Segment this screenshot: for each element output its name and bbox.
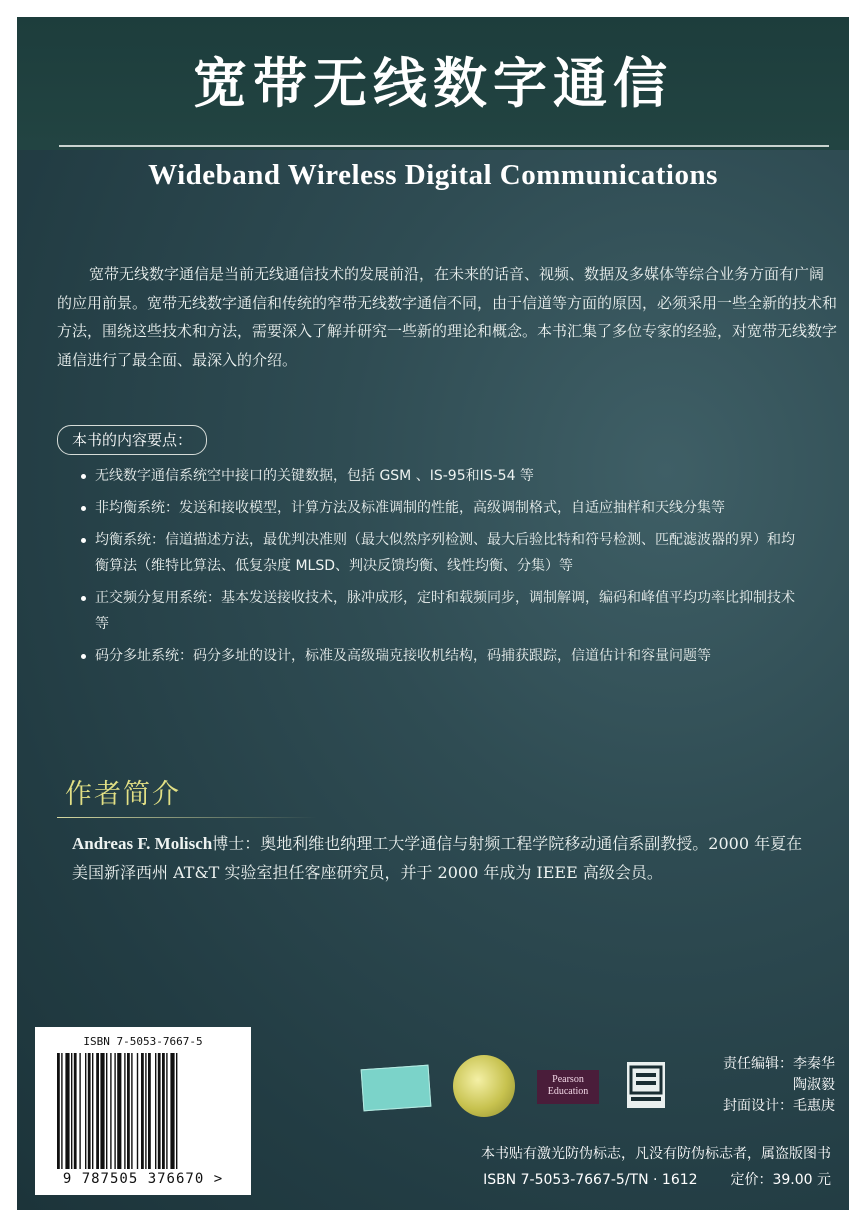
barcode-bar	[79, 1053, 80, 1169]
barcode-bar	[57, 1053, 60, 1169]
barcode-bar	[162, 1053, 165, 1169]
key-point-item: 码分多址系统：码分多址的设计，标准及高级瑞克接收机结构，码捕获跟踪，信道估计和容量问题等	[95, 643, 795, 669]
title-divider	[59, 145, 829, 147]
isbn-digits: 9 787505 376670 >	[62, 1171, 224, 1187]
publisher-sticker-icon	[361, 1065, 432, 1112]
author-heading: 作者简介	[65, 779, 181, 810]
barcode-bar	[71, 1053, 72, 1169]
barcode-bar	[88, 1053, 91, 1169]
publisher-emblem-icon	[627, 1062, 665, 1108]
barcode-bar	[65, 1053, 69, 1169]
barcode-bar	[148, 1053, 151, 1169]
barcode-bar	[110, 1053, 111, 1169]
author-name: Andreas F. Molisch	[72, 834, 213, 853]
barcode-bar	[124, 1053, 125, 1169]
barcode-bar	[176, 1053, 177, 1169]
author-bio	[72, 829, 807, 887]
cover-designer-line: 封面设计：毛惠庚	[723, 1098, 835, 1114]
chinese-title: 宽带无线数字通信	[193, 51, 673, 115]
barcode-bar	[92, 1053, 93, 1169]
barcode-bar	[155, 1053, 156, 1169]
editor-line: 责任编辑：李秦华	[723, 1056, 835, 1072]
key-point-item: 均衡系统：信道描述方法，最优判决准则（最大似然序列检测、最大后验比特和符号检测、匹配滤波器的界）和均衡算法（维特比算法、低复杂度 MLSD、判决反馈均衡、线性均衡、分集）等	[95, 527, 795, 579]
author-bio-text: 博士：奥地利维也纳理工大学通信与射频工程学院移动通信系副教授。2000 年夏在美国新泽西州 AT&T 实验室担任客座研究员，并于 2000 年成为 IEEE 高级会员。	[72, 834, 803, 882]
barcode-bar	[106, 1053, 107, 1169]
barcode-bar	[158, 1053, 161, 1169]
english-title: Wideband Wireless Digital Communications	[148, 159, 718, 191]
back-cover	[17, 17, 849, 1210]
pearson-logo: Pearson Education	[537, 1070, 599, 1104]
barcode-bar	[100, 1053, 104, 1169]
barcode-bar	[170, 1053, 174, 1169]
credits	[677, 1054, 835, 1117]
key-points-label: 本书的内容要点：	[57, 425, 207, 455]
barcode-bar	[85, 1053, 86, 1169]
author-divider	[57, 817, 317, 818]
barcode-bar	[141, 1053, 144, 1169]
isbn-full: ISBN 7-5053-7667-5/TN · 1612	[483, 1172, 698, 1188]
intro-paragraph: 宽带无线数字通信是当前无线通信技术的发展前沿，在未来的话音、视频、数据及多媒体等综合业务方面有广阔的应用前景。宽带无线数字通信和传统的窄带无线数字通信不同，由于信道等方面的原因，必须采用一些全新的技术和方法，围绕这些技术和方法，需要深入了解并研究一些新的理论和概念。本书汇集了多位专家的经验，对宽带无线数字通信进行了最全面、最深入的介绍。	[57, 265, 838, 369]
key-point-item: 无线数字通信系统空中接口的关键数据，包括 GSM 、IS-95和IS-54 等	[95, 463, 795, 489]
barcode-bar	[96, 1053, 99, 1169]
barcode-bar	[131, 1053, 132, 1169]
key-point-item: 非均衡系统：发送和接收模型，计算方法及标准调制的性能，高级调制格式，自适应抽样和天线分集等	[95, 495, 795, 521]
barcode-bar	[166, 1053, 167, 1169]
barcode-bar	[137, 1053, 138, 1169]
editor-line-2: 陶淑毅	[793, 1077, 835, 1093]
barcode-bar	[127, 1053, 130, 1169]
key-points-list	[95, 463, 795, 675]
isbn-price-line	[483, 1168, 831, 1192]
barcode-label	[35, 1027, 251, 1195]
anti-counterfeit-notice: 本书贴有激光防伪标志，凡没有防伪标志者，属盗版图书	[481, 1146, 831, 1162]
key-point-item: 正交频分复用系统：基本发送接收技术，脉冲成形，定时和载频同步，调制解调，编码和峰值平均功率比抑制技术等	[95, 585, 795, 637]
barcode-icon	[57, 1053, 229, 1169]
hologram-seal-icon	[453, 1055, 515, 1117]
price: 定价：39.00 元	[730, 1172, 831, 1188]
isbn-top-text: ISBN 7-5053-7667-5	[83, 1035, 203, 1048]
barcode-bar	[145, 1053, 146, 1169]
publisher-logo-icon	[627, 1062, 665, 1108]
barcode-bar	[117, 1053, 121, 1169]
barcode-bar	[114, 1053, 115, 1169]
barcode-bar	[61, 1053, 62, 1169]
barcode-bar	[74, 1053, 77, 1169]
